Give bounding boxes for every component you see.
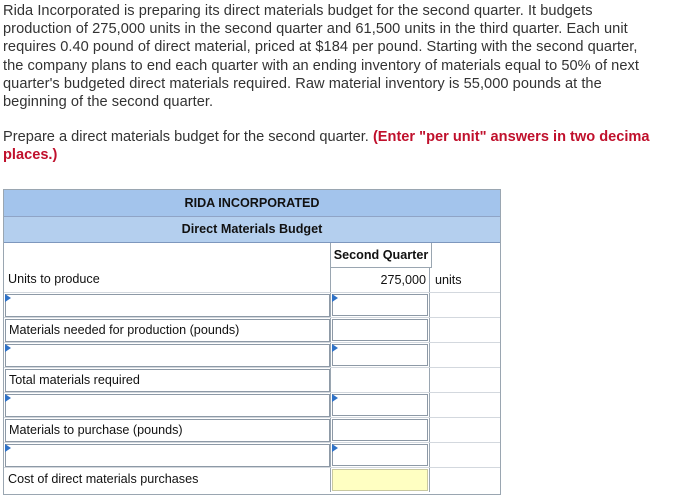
materials-to-purchase-input[interactable] [332,419,428,441]
row-label-input[interactable] [5,394,330,417]
value-cell [330,318,430,342]
instructions [3,128,685,164]
problem-line: beginning of the second quarter. [3,93,214,110]
row-label: Materials to purchase (pounds) [5,419,330,442]
value-cell [330,443,430,467]
table-row-cost-of-purchases [4,468,500,492]
value-input[interactable] [332,344,428,366]
value-cell [330,293,430,317]
table-row-materials-to-purchase [4,418,500,442]
problem-line: requires 0.40 pound of direct material, priced at $184 per pound. Starting with the second quarter, [3,39,638,56]
problem-line: quarter's budgeted direct materials required. Raw material inventory is 55,000 pounds at the [3,75,602,92]
table-row-materials-needed [4,318,500,342]
dropdown-arrow-icon [5,294,11,302]
row-label-input[interactable] [5,444,330,467]
table-row-total-materials [4,368,500,392]
row-label: Total materials required [5,369,330,392]
column-header-second-quarter: Second Quarter [330,243,432,268]
materials-needed-input[interactable] [332,319,428,341]
row-label: Materials needed for production (pounds) [5,319,330,342]
value-input[interactable] [332,394,428,416]
value-cell [330,468,430,492]
cost-of-purchases-input[interactable] [332,469,428,491]
unit-label: units [435,273,462,287]
row-label: Cost of direct materials purchases [8,472,199,486]
table-row [4,393,500,417]
dropdown-arrow-icon [5,394,11,402]
table-row [4,343,500,367]
company-name: RIDA INCORPORATED [4,190,500,217]
problem-statement [3,2,685,111]
problem-line: Rida Incorporated is preparing its direct materials budget for the second quarter. It budgets [3,3,593,19]
value-cell [330,343,430,367]
direct-materials-budget-table [3,189,501,495]
input-marker-icon [332,444,338,452]
value-input[interactable] [332,444,428,466]
row-label: Units to produce [8,272,100,286]
dropdown-arrow-icon [5,344,11,352]
problem-line: production of 275,000 units in the second quarter and 61,500 units in the third quarter. Each unit [3,21,628,38]
budget-title: Direct Materials Budget [4,217,500,243]
units-to-produce-value: 275,000 [380,273,426,287]
instruction-text: Prepare a direct materials budget for the second quarter. [3,129,369,145]
input-marker-icon [332,394,338,402]
instruction-note: (Enter "per unit" answers in two decima [372,129,650,145]
table-row [4,293,500,317]
row-label-input[interactable] [5,344,330,367]
value-cell [330,393,430,417]
row-label-input[interactable] [5,294,330,317]
dropdown-arrow-icon [5,444,11,452]
value-cell [330,268,430,292]
table-row [4,443,500,467]
input-marker-icon [332,294,338,302]
value-input[interactable] [332,294,428,316]
value-cell [330,368,430,392]
input-marker-icon [332,344,338,352]
value-cell [330,418,430,442]
instruction-note-continued: places.) [3,147,58,164]
table-row-units-to-produce [4,268,500,292]
problem-line: the company plans to end each quarter with an ending inventory of materials equal to 50% of next [3,57,639,74]
